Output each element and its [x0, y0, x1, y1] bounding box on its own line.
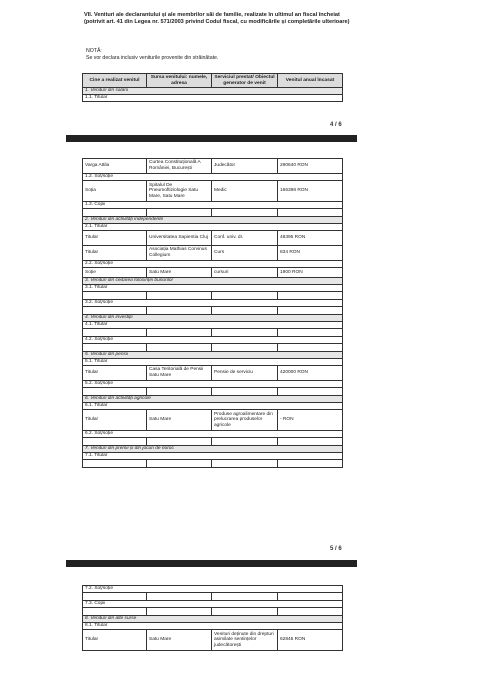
- cell-source: [147, 344, 212, 352]
- subsection-label: 5.1. Titular: [83, 359, 343, 366]
- cell-beneficiary: Soția: [83, 181, 147, 202]
- cell-source: [147, 292, 212, 300]
- subsection-row: [83, 453, 343, 460]
- cell-amount: [278, 388, 343, 396]
- subsection-label: 4.2. Soț/soție: [83, 337, 343, 344]
- cell-service: Medic: [212, 181, 278, 202]
- subsection-label: 7.2. Soț/soție: [83, 586, 343, 593]
- cell-service: [212, 593, 278, 601]
- cell-beneficiary: [83, 307, 147, 315]
- note-label: NOTĂ:: [86, 48, 102, 54]
- cell-source: [147, 307, 212, 315]
- subsection-row: [83, 601, 343, 608]
- section-row: [83, 446, 343, 453]
- cell-beneficiary: [83, 388, 147, 396]
- page-5: [0, 142, 484, 560]
- subsection-label: 3.1. Titular: [83, 285, 343, 292]
- note-text: Se vor declara inclusiv veniturile provenite din străinătate.: [86, 55, 219, 61]
- subsection-row: [83, 285, 343, 292]
- cell-amount: - RON: [278, 410, 343, 431]
- subsection-label: 7.3. Copii: [83, 601, 343, 608]
- table-row: [83, 231, 343, 246]
- cell-source: [147, 209, 212, 217]
- subsection-label: 1.2. Soț/soție: [83, 174, 343, 181]
- subsection-row: [83, 431, 343, 438]
- cell-amount: [278, 460, 343, 468]
- page-4: [0, 0, 484, 135]
- cell-service: Curs: [212, 246, 278, 261]
- subsection-row: [83, 381, 343, 388]
- cell-beneficiary: Titular: [83, 231, 147, 246]
- cell-beneficiary: [83, 329, 147, 337]
- table-row: [83, 159, 343, 174]
- section-label: 7. Venituri din premii și din jocuri de noroc: [83, 446, 343, 453]
- cell-amount: [278, 329, 343, 337]
- section-label: 2. Venituri din activități independente: [83, 217, 343, 224]
- table-row: [83, 292, 343, 300]
- column-header: Venitul anual încasat: [278, 74, 343, 88]
- subsection-row: [83, 261, 343, 268]
- cell-amount: 290640 RON: [278, 159, 343, 174]
- column-header: Cine a realizat venitul: [83, 74, 147, 88]
- page-number: 5 / 6: [330, 546, 342, 552]
- cell-amount: [278, 608, 343, 616]
- cell-beneficiary: Titular: [83, 366, 147, 381]
- cell-amount: 62845 RON: [278, 630, 343, 651]
- cell-amount: 166398 RON: [278, 181, 343, 202]
- table-row: [83, 593, 343, 601]
- cell-source: [147, 593, 212, 601]
- subsection-label: 4.1. Titular: [83, 322, 343, 329]
- section-label: 8. Venituri din alte surse: [83, 616, 343, 623]
- cell-beneficiary: [83, 608, 147, 616]
- cell-beneficiary: Soție: [83, 268, 147, 278]
- income-table-page-6: [82, 585, 343, 651]
- table-row: [83, 630, 343, 651]
- subsection-row: [83, 202, 343, 209]
- subsection-label: 6.1. Titular: [83, 403, 343, 410]
- section-row: [83, 315, 343, 322]
- column-header: Serviciul prestat/ Obiectul generator de venit: [212, 74, 278, 88]
- table-row: [83, 366, 343, 381]
- cell-source: [147, 460, 212, 468]
- section-row: [83, 278, 343, 285]
- cell-service: [212, 209, 278, 217]
- cell-beneficiary: [83, 344, 147, 352]
- cell-amount: 48395 RON: [278, 231, 343, 246]
- cell-beneficiary: [83, 460, 147, 468]
- cell-service: Conf. univ. dr.: [212, 231, 278, 246]
- subsection-row: [83, 224, 343, 231]
- cell-source: Curtea Constituțională A României, București: [147, 159, 212, 174]
- subsection-label: 1.3. Copii: [83, 202, 343, 209]
- income-table-page-5: [82, 158, 343, 468]
- table-row: [83, 344, 343, 352]
- cell-source: [147, 438, 212, 446]
- cell-service: Judecător: [212, 159, 278, 174]
- cell-service: Pensie de serviciu: [212, 366, 278, 381]
- cell-amount: 834 RON: [278, 246, 343, 261]
- cell-source: Satu Mare: [147, 630, 212, 651]
- cell-amount: [278, 593, 343, 601]
- cell-service: [212, 307, 278, 315]
- page-separator: [66, 560, 357, 567]
- cell-service: [212, 292, 278, 300]
- cell-service: Venituri deținute din drepturi asimilate sentințelor judecătorești: [212, 630, 278, 651]
- cell-source: [147, 608, 212, 616]
- subsection-row: [83, 300, 343, 307]
- section-label: 4. Venituri din investiții: [83, 315, 343, 322]
- table-row: [83, 246, 343, 261]
- subsection-label: 2.2. Soț/soție: [83, 261, 343, 268]
- section-row: [83, 396, 343, 403]
- table-header-row: [83, 74, 343, 88]
- subsection-label: 3.2. Soț/soție: [83, 300, 343, 307]
- section-label: 1. Venituri din salarii: [83, 88, 343, 95]
- cell-amount: 420000 RON: [278, 366, 343, 381]
- table-row: [83, 181, 343, 202]
- subsection-row: [83, 322, 343, 329]
- cell-source: Universitatea Sapientia Cluj: [147, 231, 212, 246]
- table-row: [83, 268, 343, 278]
- cell-amount: 1900 RON: [278, 268, 343, 278]
- subsection-row: [83, 359, 343, 366]
- section-row: [83, 217, 343, 224]
- table-row: [83, 388, 343, 396]
- subsection-row: [83, 95, 343, 102]
- subsection-label: 5.2. Soț/soție: [83, 381, 343, 388]
- section-heading: VII. Venituri ale declarantului și ale membrilor săi de familie, realizate în ultimul an fiscal încheiat (potrivit art. 41 din Legea nr. 571/2003 privind Codul fiscal, cu modificările și completările ulterioare): [84, 12, 350, 25]
- cell-service: [212, 608, 278, 616]
- cell-source: Satu Mare: [147, 410, 212, 431]
- cell-service: [212, 438, 278, 446]
- table-row: [83, 329, 343, 337]
- cell-amount: [278, 209, 343, 217]
- cell-service: [212, 460, 278, 468]
- page-separator: [66, 135, 357, 142]
- cell-beneficiary: [83, 209, 147, 217]
- subsection-row: [83, 623, 343, 630]
- page-number: 4 / 6: [330, 122, 342, 128]
- section-label: 5. Venituri din pensii: [83, 352, 343, 359]
- cell-source: Spitalul De Pneumoftiziologie Satu Mare, Satu Mare: [147, 181, 212, 202]
- subsection-label: 6.2. Soț/soție: [83, 431, 343, 438]
- table-row: [83, 438, 343, 446]
- subsection-row: [83, 174, 343, 181]
- cell-amount: [278, 438, 343, 446]
- cell-amount: [278, 344, 343, 352]
- table-row: [83, 307, 343, 315]
- subsection-row: [83, 403, 343, 410]
- table-row: [83, 460, 343, 468]
- subsection-row: [83, 586, 343, 593]
- table-row: [83, 410, 343, 431]
- page-6: [0, 567, 484, 674]
- subsection-row: [83, 337, 343, 344]
- section-row: [83, 352, 343, 359]
- cell-service: [212, 344, 278, 352]
- income-table-page-4: [82, 73, 343, 102]
- column-header: Sursa venitului: numele, adresa: [147, 74, 212, 88]
- cell-beneficiary: Titular: [83, 410, 147, 431]
- cell-beneficiary: Titular: [83, 630, 147, 651]
- cell-source: Casa Teritorială de Pensii Satu Mare: [147, 366, 212, 381]
- cell-service: [212, 388, 278, 396]
- table-row: [83, 209, 343, 217]
- section-label: 6. Venituri din activități agricole: [83, 396, 343, 403]
- cell-beneficiary: Varga Attila: [83, 159, 147, 174]
- cell-source: Satu Mare: [147, 268, 212, 278]
- cell-beneficiary: [83, 438, 147, 446]
- section-row: [83, 88, 343, 95]
- cell-amount: [278, 292, 343, 300]
- cell-source: [147, 329, 212, 337]
- subsection-label: 8.1. Titular: [83, 623, 343, 630]
- cell-source: [147, 388, 212, 396]
- subsection-label: 1.1. Titular: [83, 95, 343, 102]
- subsection-label: 7.1. Titular: [83, 453, 343, 460]
- section-row: [83, 616, 343, 623]
- section-label: 3. Venituri din cedarea folosinței bunurilor: [83, 278, 343, 285]
- cell-service: Produse agroalimentare din prelucrarea produselor agricole: [212, 410, 278, 431]
- table-row: [83, 608, 343, 616]
- cell-beneficiary: Titular: [83, 246, 147, 261]
- cell-beneficiary: [83, 593, 147, 601]
- cell-source: Asociația Mathias Corvinus Collegium: [147, 246, 212, 261]
- cell-service: [212, 329, 278, 337]
- cell-amount: [278, 307, 343, 315]
- subsection-label: 2.1. Titular: [83, 224, 343, 231]
- cell-beneficiary: [83, 292, 147, 300]
- cell-service: cursuri: [212, 268, 278, 278]
